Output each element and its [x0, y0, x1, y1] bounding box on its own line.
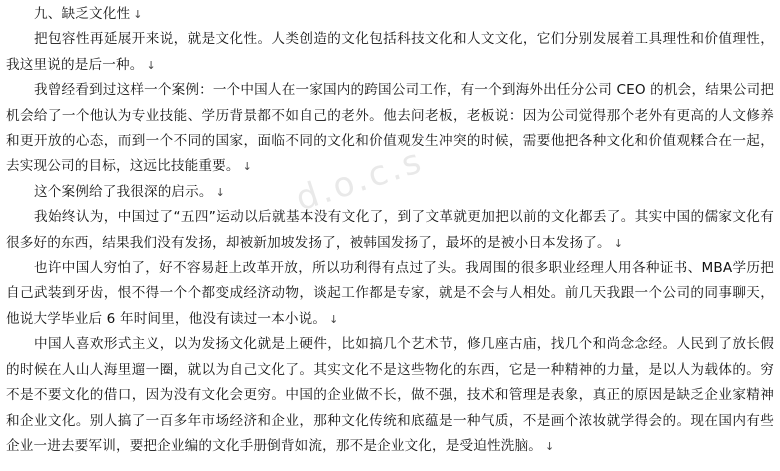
paragraph-mark-icon: ↓ [329, 312, 339, 326]
section-heading [6, 2, 774, 27]
paragraph-1 [6, 27, 774, 78]
paragraph-text: 我曾经看到过这样一个案例：一个中国人在一家国内的跨国公司工作，有一个到海外出任分公司 CEO 的机会，结果公司把机会给了一个他认为专业技能、学历背景都不如自己的老外。他去问老板，老板说：因为公司觉得那个老外有更高的人文修养和更开放的心态，而到一个不同的国家，面临不同的文化和价值观发生冲突的时候，需要他把各种文化和价值观糅合在一起，去实现公司的目标，这远比技能重要。 [6, 82, 774, 175]
paragraph-mark-icon: ↓ [146, 58, 156, 72]
paragraph-text: 中国人喜欢形式主义，以为发扬文化就是上硬件，比如搞几个艺术节，修几座古庙，找几个和尚念念经。人民到了放长假的时候在人山人海里遛一圈，就以为自己文化了。其实文化不是这些物化的东西，它是一种精神的力量，是以人为载体的。穷不是不要文化的借口，因为没有文化会更穷。中国的企业做不长，做不强，技术和管理是表象，真正的原因是缺乏企业家精神和企业文化。别人搞了一百多年市场经济和企业，那种文化传统和底蕴是一种气质，不是画个浓妆就学得会的。现在国内有些企业一进去要军训，要把企业编的文化手册倒背如流，那不是企业文化，是受迫性洗脑。 [6, 336, 774, 454]
paragraph-text: 也许中国人穷怕了，好不容易赶上改革开放，所以功利得有点过了头。我周围的很多职业经理人用各种证书、MBA学历把自己武装到牙齿，恨不得一个个都变成经济动物，谈起工作都是专家，就是不会与人相处。前几天我跟一个公司的同事聊天，他说大学毕业后 6 年时间里，他没有读过一本小说。 [6, 260, 774, 327]
paragraph-mark-icon: ↓ [215, 185, 226, 199]
paragraph-2 [6, 78, 774, 180]
paragraph-mark-icon: ↓ [613, 236, 624, 250]
paragraph-6 [6, 332, 774, 459]
paragraph-mark-icon: ↓ [133, 8, 143, 21]
paragraph-text: 把包容性再延展开来说，就是文化性。人类创造的文化包括科技文化和人文文化，它们分别发展着工具理性和价值理性，我这里说的是后一种。 [6, 31, 774, 73]
paragraph-text: 这个案例给了我很深的启示。 [34, 183, 213, 200]
paragraph-4 [6, 205, 774, 256]
paragraph-text: 我始终认为，中国过了“五四”运动以后就基本没有文化了，到了文革就更加把以前的文化都丢了。其实中国的儒家文化有很多好的东西，结果我们没有发扬，却被新加坡发扬了，被韩国发扬了，最坏的是被小日本发扬了。 [6, 209, 774, 251]
paragraph-5 [6, 256, 774, 332]
paragraph-mark-icon: ↓ [545, 439, 555, 453]
faint-watermark: d.o.c.s [291, 140, 429, 220]
paragraph-3 [6, 180, 774, 205]
section-heading-text: 九、缺乏文化性 [34, 6, 131, 22]
paragraph-mark-icon: ↓ [242, 160, 253, 174]
